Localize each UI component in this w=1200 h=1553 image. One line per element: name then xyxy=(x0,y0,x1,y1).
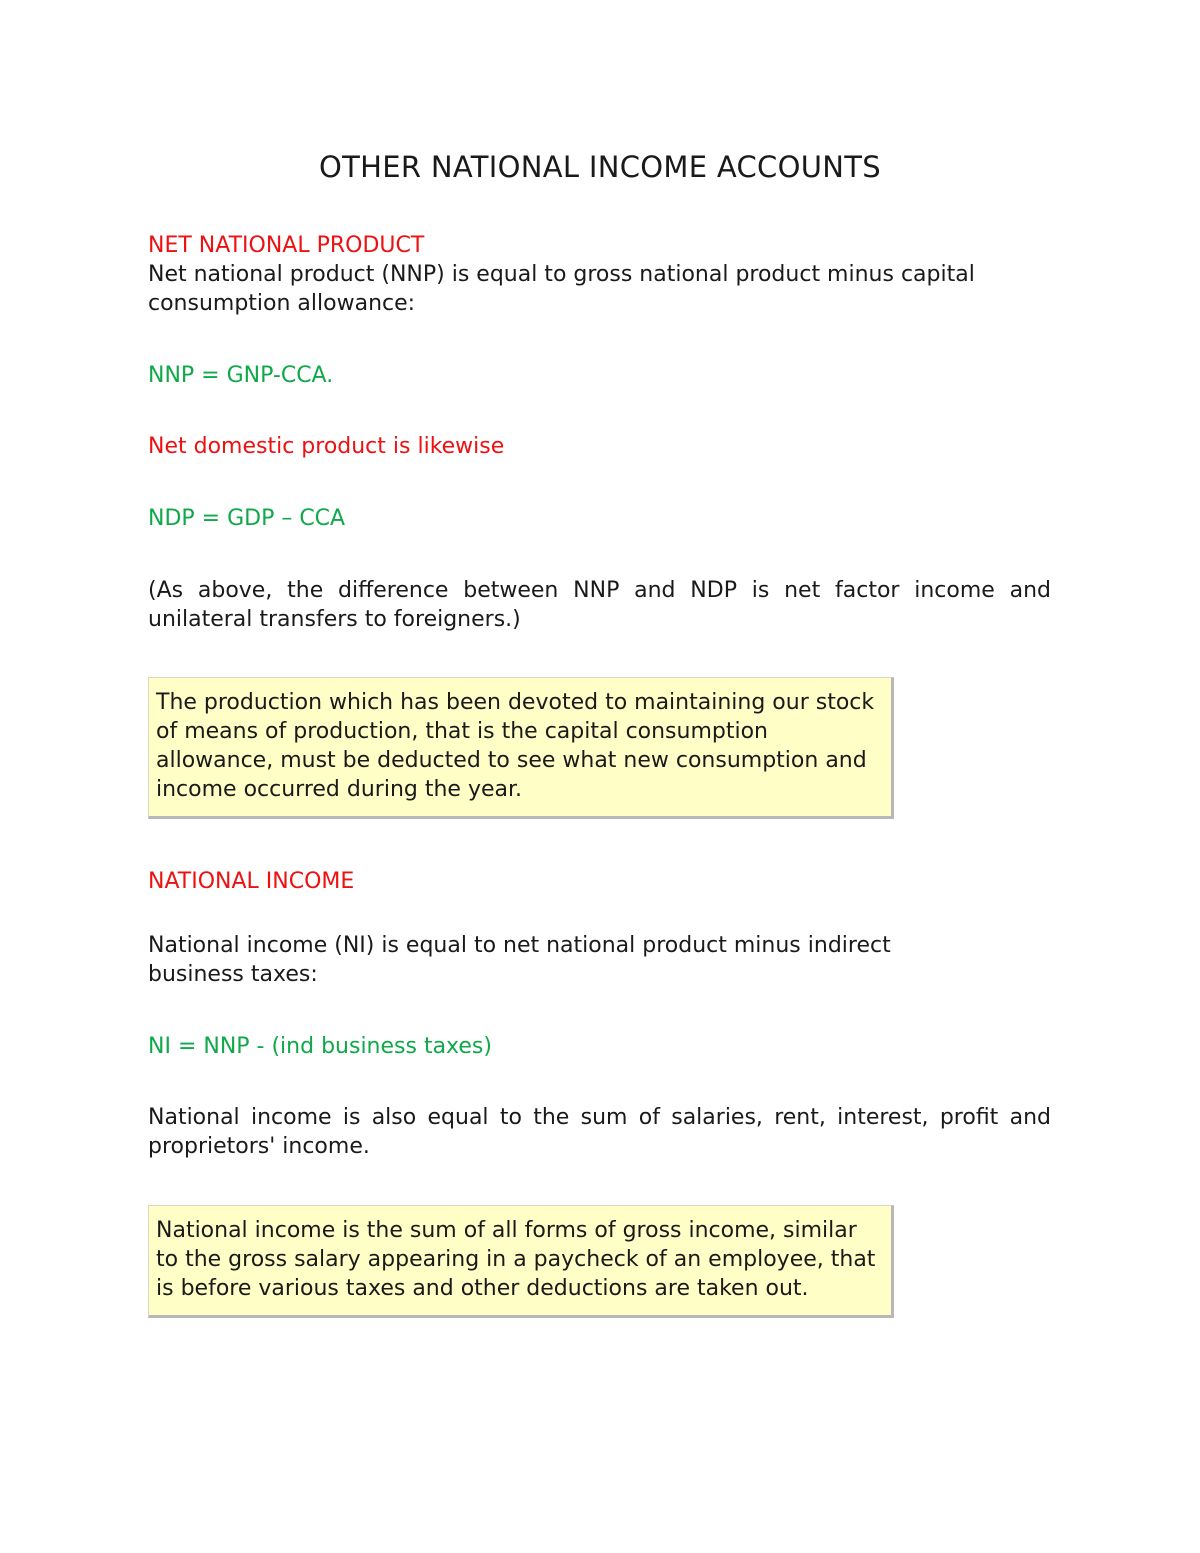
page-title: OTHER NATIONAL INCOME ACCOUNTS xyxy=(319,150,881,184)
gross-income-note-text: National income is the sum of all forms of gross income, similar to the gross salary appearing in a paycheck of an employee, that is before various taxes and other deductions are taken out. xyxy=(156,1218,876,1301)
capital-consumption-note-text: The production which has been devoted to maintaining our stock of means of production, that is the capital consumption allowance, must be deducted to see what new consumption and income occurred during the year. xyxy=(156,690,875,802)
ni-heading: NATIONAL INCOME xyxy=(148,869,355,894)
nnp-definition: Net national product (NNP) is equal to gross national product minus capital consumption allowance: xyxy=(148,262,975,316)
capital-consumption-note-box xyxy=(148,677,894,819)
ndp-intro: Net domestic product is likewise xyxy=(148,434,505,459)
nnp-heading: NET NATIONAL PRODUCT xyxy=(148,233,425,258)
ni-also-equal: National income is also equal to the sum of salaries, rent, interest, profit and proprietors' income. xyxy=(148,1105,1051,1159)
nnp-ndp-note: (As above, the difference between NNP and NDP is net factor income and unilateral transfers to foreigners.) xyxy=(148,578,1051,632)
ndp-formula: NDP = GDP – CCA xyxy=(148,506,346,531)
gross-income-note-box xyxy=(148,1205,894,1318)
ni-formula: NI = NNP - (ind business taxes) xyxy=(148,1034,492,1059)
nnp-formula: NNP = GNP-CCA. xyxy=(148,363,334,388)
ni-definition: National income (NI) is equal to net national product minus indirect business taxes: xyxy=(148,933,891,987)
